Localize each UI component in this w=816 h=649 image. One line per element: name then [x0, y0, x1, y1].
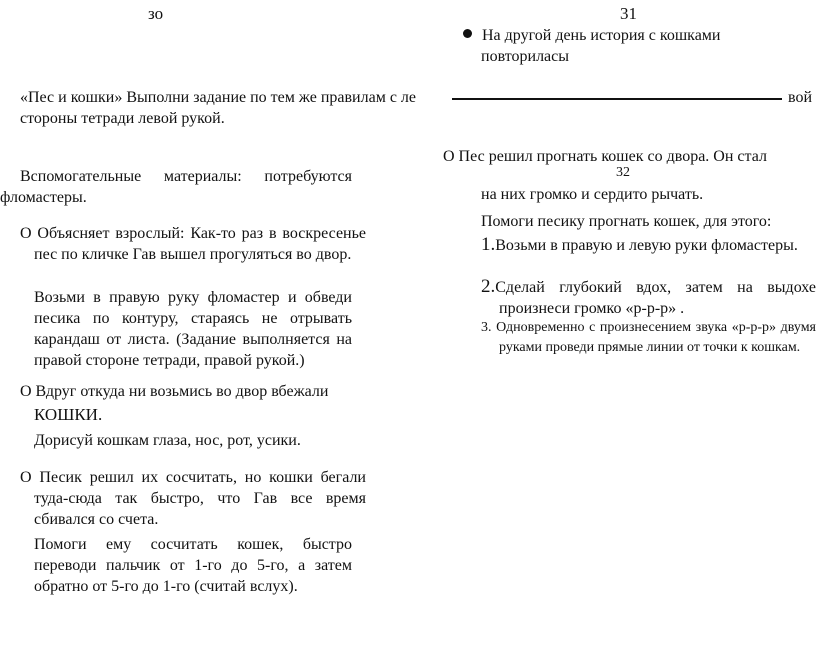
- answer-underline: [452, 98, 782, 100]
- left-page-number: зо: [148, 4, 164, 23]
- list-item-text: Одновременно с произнесением звука «р-р-р» двумя руками проведи прямые линии от точки к кошкам.: [496, 320, 816, 355]
- task-line2: стороны тетради левой рукой.: [20, 110, 225, 127]
- right-intro-line1: На другой день история с кошками: [463, 25, 813, 46]
- list-item-2: [481, 276, 816, 319]
- list-item-number: 3.: [481, 320, 492, 335]
- step1-task: Возьми в правую руку фломастер и обведи песика по контуру, стараясь не отрывать карандаш от листа. (Задание выполняется на правой стороне тетради, правой рукой.): [34, 289, 352, 369]
- step2-text-b: КОШКИ.: [34, 405, 103, 424]
- help-title: Помоги песику прогнать кошек, для этого:: [481, 213, 772, 230]
- list-item-text: Возьми в правую и левую руки фломастеры.: [495, 237, 798, 254]
- list-item-number: 1.: [481, 234, 496, 255]
- task-line1-end: вой: [788, 89, 813, 106]
- page-number-32: 32: [616, 165, 630, 180]
- step3-task: Помоги ему сосчитать кошек, быстро переводи пальчик от 1-го до 5-го, а затем обратно от 5-го до 1-го (считай вслух).: [34, 536, 352, 595]
- list-item-3: [481, 318, 816, 358]
- aux-materials: Вспомогательные материалы: потребуются фломастеры.: [0, 168, 352, 206]
- list-item-text: Сделай глубокий вдох, затем на выдохе произнеси громко «р-р-р» .: [495, 279, 816, 317]
- step2-task: Дорисуй кошкам глаза, нос, рот, усики.: [34, 432, 301, 449]
- step3-text: О Песик решил их сосчитать, но кошки бегали туда-сюда так быстро, что Гав все время сбивался со счета.: [20, 469, 366, 528]
- bullet-icon: [463, 29, 472, 38]
- step1-text: О Объясняет взрослый: Как-то раз в воскресенье пес по кличке Гав вышел прогуляться во двор.: [20, 225, 366, 263]
- right-page-number: 31: [620, 4, 637, 23]
- step2-text-a: О Вдруг откуда ни возьмись во двор вбежали: [20, 383, 329, 400]
- list-item-1: [481, 234, 816, 256]
- right-intro-line2-b: на них громко и сердито рычать.: [481, 186, 704, 203]
- task-line1-start: «Пес и кошки» Выполни задание по тем же правилам с ле: [20, 89, 417, 106]
- right-intro-line2: повториласы: [481, 48, 569, 65]
- list-item-number: 2.: [481, 276, 496, 297]
- right-intro-line1-b: О Пес решил прогнать кошек со двора. Он стал: [443, 148, 767, 165]
